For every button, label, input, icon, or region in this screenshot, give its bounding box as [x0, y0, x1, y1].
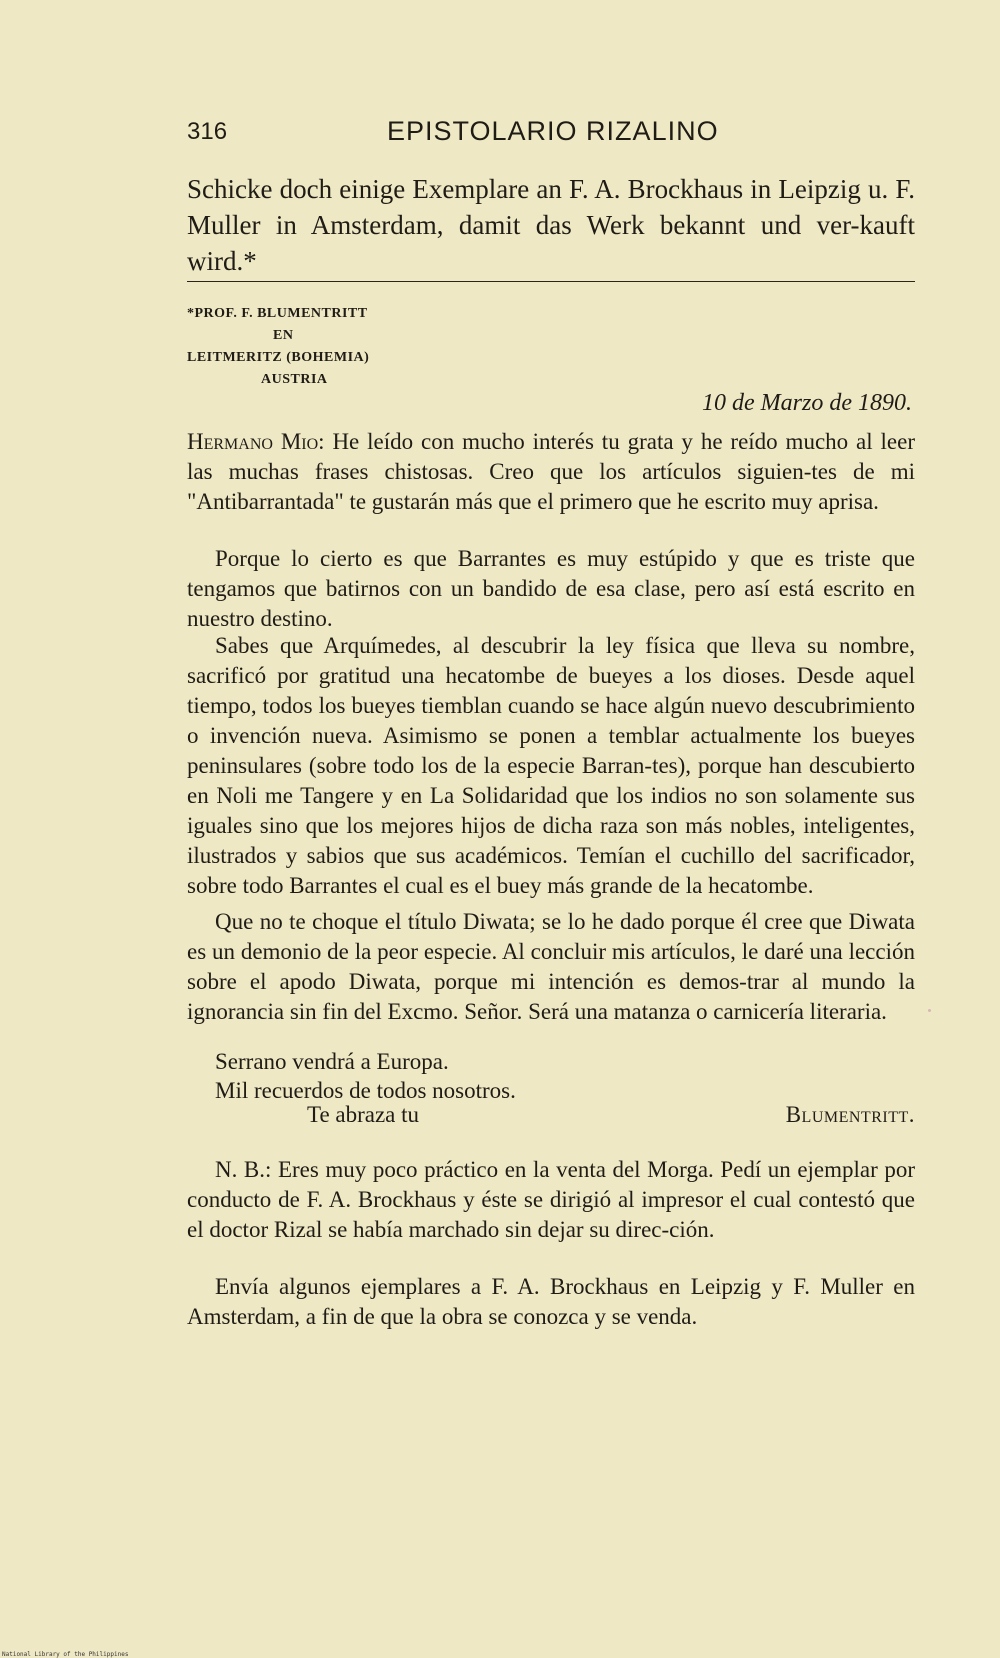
closing: Te abraza tu: [307, 1102, 420, 1127]
letter-paragraph-3: Sabes que Arquímedes, al descubrir la ley física que lleva su nombre, sacrificó por gratitud una hecatombe de bueyes a los dioses. Desde aquel tiempo, todos los bueyes tiemblan cuando se hace algún nuevo descubrimiento o invención nueva. Asimismo se ponen a temblar actualmente los bueyes peninsulares (sobre todo los de la especie Barran-tes), porque han descubierto en Noli me Tangere y en La Solidaridad que los indios no son solamente sus iguales sino que los mejores hijos de dicha raza son más nobles, inteligentes, ilustrados y sabios que sus académicos. Temían el cuchillo del sacrificador, sobre todo Barrantes el cual es el buey más grande de la hecatombe.: [187, 633, 915, 898]
address-block: [187, 303, 369, 391]
german-note: Schicke doch einige Exemplare an F. A. Brockhaus in Leipzig u. F. Muller in Amsterdam, damit das Werk bekannt und ver-kauft wird.*: [187, 174, 915, 276]
address-line-3: LEITMERITZ (BOHEMIA): [187, 350, 370, 365]
running-title: EPISTOLARIO RIZALINO: [387, 116, 719, 146]
paragraph-1-text: : He leído con mucho interés tu grata y he reído mucho al leer las muchas frases chistosas. Creo que los artículos siguien-tes de mi "Antibarrantada" te gustarán más que el primero que he escrito muy aprisa.: [187, 429, 915, 514]
address-line-2: EN: [273, 328, 294, 343]
page-header: [187, 112, 915, 152]
letter-paragraph-5: Serrano vendrá a Europa.: [215, 1049, 449, 1074]
address-line-4: AUSTRIA: [261, 372, 328, 387]
paper-speck: [928, 1009, 931, 1012]
signature-line: [187, 1102, 915, 1132]
letter-paragraph-6: Mil recuerdos de todos nosotros.: [215, 1078, 516, 1103]
page-number: 316: [187, 118, 228, 145]
footer-credit: National Library of the Philippines: [2, 1651, 129, 1658]
salutation: Hermano Mio: [187, 429, 319, 454]
address-line-1: *PROF. F. BLUMENTRITT: [187, 306, 368, 321]
letter-paragraph-1: [187, 427, 915, 517]
divider-rule: [187, 281, 915, 282]
letter-date: 10 de Marzo de 1890.: [702, 390, 912, 416]
postscript-paragraph-2: Envía algunos ejemplares a F. A. Brockhaus en Leipzig y F. Muller en Amsterdam, a fin de que la obra se conozca y se venda.: [187, 1274, 915, 1329]
signature: Blumentritt.: [785, 1102, 915, 1127]
letter-paragraph-4: Que no te choque el título Diwata; se lo he dado porque él cree que Diwata es un demonio de la peor especie. Al concluir mis artículos, le daré una lección sobre el apodo Diwata, porque mi intención es demos-trar al mundo la ignorancia sin fin del Excmo. Señor. Será una matanza o carnicería literaria.: [187, 909, 915, 1024]
letter-paragraph-2: Porque lo cierto es que Barrantes es muy estúpido y que es triste que tengamos que batirnos con un bandido de esa clase, pero así está escrito en nuestro destino.: [187, 546, 915, 631]
postscript-paragraph-1: N. B.: Eres muy poco práctico en la venta del Morga. Pedí un ejemplar por conducto de F. A. Brockhaus y éste se dirigió al impresor el cual contestó que el doctor Rizal se había marchado sin dejar su direc-ción.: [187, 1157, 915, 1242]
